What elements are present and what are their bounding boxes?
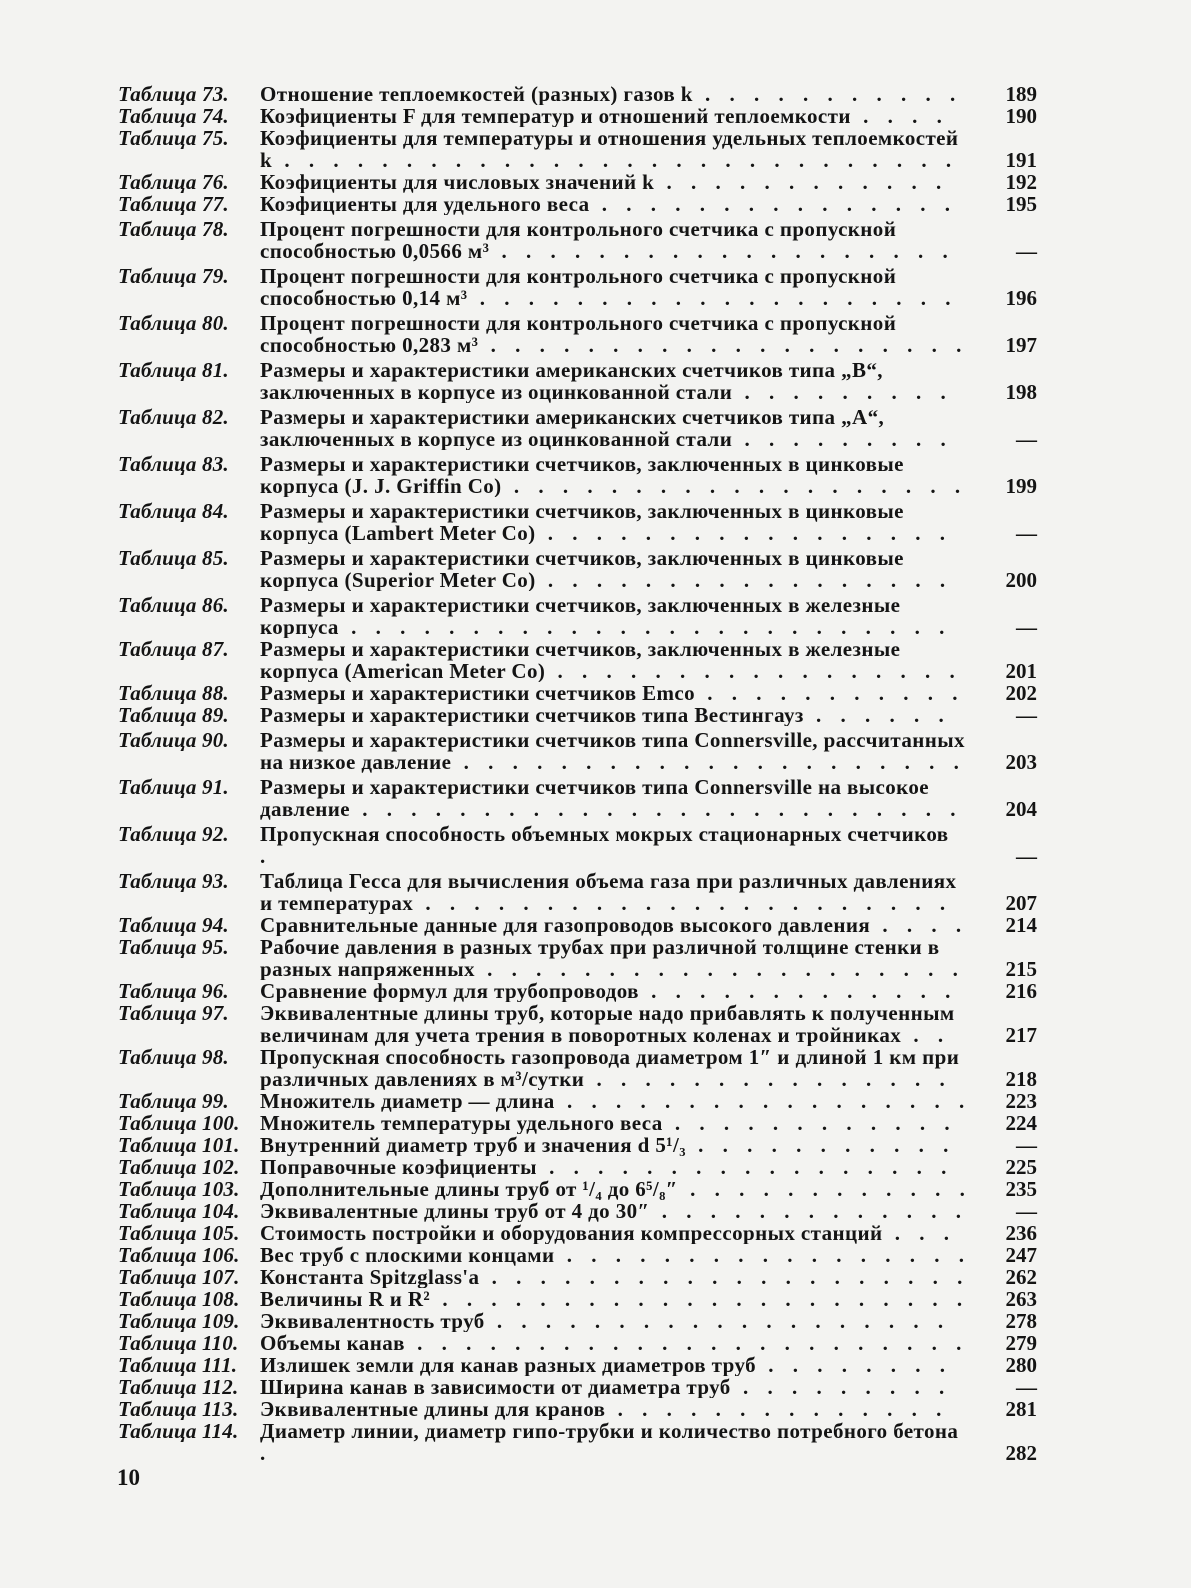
toc-entry-label: Таблица 109. <box>118 1309 240 1333</box>
toc-entry-title: Величины R и R² <box>260 1288 431 1310</box>
dot-leader: . . . . . . . . . . . . . . . . . . . . . <box>451 750 966 773</box>
toc-entry-page: 214 <box>1005 913 1037 937</box>
toc-entry-label: Таблица 88. <box>118 681 229 705</box>
toc-entry-title: Множитель температуры удельного веса <box>260 1112 663 1134</box>
toc-entry-page: 281 <box>1005 1397 1037 1421</box>
toc-entry-label: Таблица 111. <box>118 1353 238 1377</box>
toc-entry-page: 235 <box>1005 1177 1037 1201</box>
toc-entry-title: Процент погрешности для контрольного счетчика с пропускной способностью 0,0566 м³ <box>260 218 897 262</box>
toc-entry-label: Таблица 85. <box>118 546 229 570</box>
toc-entry-title-wrap <box>260 1200 972 1222</box>
toc-entry-page: 223 <box>1005 1089 1037 1113</box>
toc-entry <box>118 547 1043 591</box>
toc-entry-label: Таблица 92. <box>118 822 229 846</box>
toc-entry <box>118 127 1043 171</box>
toc-entry-title-wrap <box>260 193 972 215</box>
toc-entry-label: Таблица 76. <box>118 170 229 194</box>
toc-entry-page: 191 <box>1005 148 1037 172</box>
toc-entry-page: 195 <box>1005 192 1037 216</box>
toc-entry <box>118 729 1043 773</box>
toc-entry-label: Таблица 89. <box>118 703 229 727</box>
dot-leader: . . . . . . . . . . . . . . . . . . . <box>484 1310 951 1332</box>
toc-entry-title: Эквивалентные длины труб от 4 до 30″ <box>260 1200 650 1222</box>
toc-entry-title-wrap <box>260 914 972 936</box>
toc-entry-title: Пропускная способность газопровода диаметром 1″ и длиной 1 км при различных давлениях в м³/сутки <box>260 1046 960 1090</box>
toc-entry-page: 216 <box>1005 979 1037 1003</box>
toc-entry-page: 280 <box>1005 1353 1037 1377</box>
toc-entry-title: Эквивалентные длины для кранов <box>260 1398 606 1420</box>
toc-entry-title-wrap <box>260 1156 972 1178</box>
dot-leader: . . . . . . . . . . . . . . . <box>584 1067 952 1090</box>
toc-entry-label: Таблица 101. <box>118 1133 240 1157</box>
toc-entry-title-wrap <box>260 936 972 980</box>
toc-entry-label: Таблица 96. <box>118 979 229 1003</box>
toc-entry-label: Таблица 112. <box>118 1375 239 1399</box>
toc-entry <box>118 1046 1043 1090</box>
toc-entry-title-wrap <box>260 1398 972 1420</box>
toc-entry-title-wrap <box>260 127 972 171</box>
toc-entry-page: 198 <box>1005 380 1037 404</box>
toc-entry-title-wrap <box>260 870 972 914</box>
toc-entry-title: Диаметр линии, диаметр гипо-трубки и количество потребного бетона <box>260 1420 959 1443</box>
toc-entry-page: 278 <box>1005 1309 1037 1333</box>
toc-entry-title: Эквивалентные длины труб, которые надо прибавлять к полученным величинам для учета трения в поворотных коленах и тройниках <box>260 1002 955 1046</box>
toc-entry-label: Таблица 108. <box>118 1287 240 1311</box>
toc-entry <box>118 936 1043 980</box>
dot-leader: . <box>260 1441 273 1464</box>
toc-entry <box>118 500 1043 544</box>
toc-entry <box>118 453 1043 497</box>
toc-entry-title-wrap <box>260 406 972 450</box>
dot-leader: . . . . . . . . . . . . . <box>638 980 958 1002</box>
toc-entry-title: Рабочие давления в разных трубах при различной толщине стенки в разных напряженных <box>260 936 940 980</box>
toc-entry <box>118 980 1043 1002</box>
dot-leader: . . . . . . . . . . . . . . . . . . . . . . <box>413 891 953 914</box>
toc-entry-title-wrap <box>260 359 972 403</box>
toc-entry-title: Коэфициенты для числовых значений k <box>260 171 655 193</box>
toc-entry-page: — <box>1016 239 1037 263</box>
toc-entry-title: Размеры и характеристики счетчиков, заключенных в железные корпуса (American Meter Co) <box>260 638 901 682</box>
toc-entry <box>118 1178 1043 1200</box>
dot-leader: . . . . . . . . . . . . <box>662 1112 957 1134</box>
dot-leader: . . . . . . . . . . . . . . . . . . . . . . <box>430 1288 970 1310</box>
toc-entry-page: 236 <box>1005 1221 1037 1245</box>
toc-entry-title: Ширина канав в зависимости от диаметра труб <box>260 1376 731 1398</box>
toc-entry <box>118 1112 1043 1134</box>
toc-entry-label: Таблица 74. <box>118 104 229 128</box>
dot-leader: . . . . . . . . . . . . . . . . . <box>545 659 962 682</box>
toc-entry-page: 196 <box>1005 286 1037 310</box>
toc-entry-label: Таблица 102. <box>118 1155 240 1179</box>
toc-entry-label: Таблица 81. <box>118 358 229 382</box>
toc-entry-label: Таблица 103. <box>118 1177 240 1201</box>
toc-entry-title-wrap <box>260 1112 972 1134</box>
dot-leader: . . . . . . . . . . . . . . . . . <box>535 521 953 544</box>
toc-entry-label: Таблица 87. <box>118 637 229 661</box>
toc-entry-title-wrap <box>260 1090 972 1112</box>
toc-entry-title: Коэфициенты для температуры и отношения удельных теплоемкостей k <box>260 127 959 171</box>
toc-entry-title-wrap <box>260 980 972 1002</box>
toc-entry <box>118 1332 1043 1354</box>
dot-leader: . . . . . . . . . . . . . . . . . . . . <box>467 286 958 309</box>
toc-entry-title: Сравнение формул для трубопроводов <box>260 980 639 1002</box>
dot-leader: . . . . . . . . . . . . . . . . . . . . <box>474 957 965 980</box>
toc-entry <box>118 218 1043 262</box>
toc-entry-title: Размеры и характеристики счетчиков типа Connersville, рассчитанных на низкое давление <box>260 729 965 773</box>
dot-leader: . . . . . . . . . . . . <box>677 1178 972 1200</box>
toc-entry <box>118 1244 1043 1266</box>
toc-entry-label: Таблица 110. <box>118 1331 239 1355</box>
toc-entry <box>118 105 1043 127</box>
dot-leader: . . . . . . . . . . . . . . . . . . . . <box>478 333 969 356</box>
toc-entry-title-wrap <box>260 265 972 309</box>
dot-leader: . . . . . . . . . . . . . . . . . . . . . . . . . <box>338 615 952 638</box>
toc-entry-page: 204 <box>1005 797 1037 821</box>
toc-entry-title: Дополнительные длины труб от ¹/₄ до 6⁵/₈″ <box>260 1178 678 1200</box>
toc-entry <box>118 1200 1043 1222</box>
toc-entry-label: Таблица 79. <box>118 264 229 288</box>
toc-entry-label: Таблица 100. <box>118 1111 240 1135</box>
toc-entry-page: 225 <box>1005 1155 1037 1179</box>
dot-leader: . . . . . . . . . <box>730 1376 952 1398</box>
toc-entry-title-wrap <box>260 823 972 867</box>
dot-leader: . . . . . . . . . . . . . . . . . . . . . . . . . <box>350 797 963 820</box>
toc-entry <box>118 83 1043 105</box>
toc-entry-title: Размеры и характеристики счетчиков типа Connersville на высокое давление <box>260 776 930 820</box>
toc-entry-page: 247 <box>1005 1243 1037 1267</box>
toc-entry-page: — <box>1016 844 1037 868</box>
toc-entry-title: Процент погрешности для контрольного счетчика с пропускной способностью 0,283 м³ <box>260 312 897 356</box>
toc-entry <box>118 704 1043 726</box>
toc-entry-page: 224 <box>1005 1111 1037 1135</box>
toc-entry <box>118 1134 1043 1156</box>
toc-entry-page: 189 <box>1005 82 1037 106</box>
toc-entry <box>118 1398 1043 1420</box>
dot-leader: . . . . . . . . . . . . . . . . . . . <box>501 474 968 497</box>
dot-leader: . . . . . . . . . . . . . . . . . . . <box>489 239 955 262</box>
toc-entry-title-wrap <box>260 704 972 726</box>
toc-entry-title: Размеры и характеристики счетчиков типа Вестингауз <box>260 704 804 726</box>
toc-entry-label: Таблица 93. <box>118 869 229 893</box>
dot-leader: . . . . . . . . . . . . . . . . . <box>554 1090 972 1112</box>
toc-entry-label: Таблица 86. <box>118 593 229 617</box>
toc-entry-title: Коэфициенты для удельного веса <box>260 193 590 215</box>
toc-entry-label: Таблица 91. <box>118 775 229 799</box>
toc-entry-title-wrap <box>260 500 972 544</box>
toc-entry-label: Таблица 104. <box>118 1199 240 1223</box>
dot-leader: . . . . <box>850 105 949 127</box>
dot-leader: . . . . . . . . . . . . <box>654 171 949 193</box>
toc-entry-label: Таблица 77. <box>118 192 229 216</box>
toc-entry <box>118 1090 1043 1112</box>
toc-entry-label: Таблица 94. <box>118 913 229 937</box>
toc-entry-page: 207 <box>1005 891 1037 915</box>
toc-entry <box>118 1222 1043 1244</box>
toc-entry-title: Таблица Гесса для вычисления объема газа при различных давлениях и температурах <box>260 870 957 914</box>
dot-leader: . . . . . . . . . . . . . . . . . <box>535 568 953 591</box>
toc-entry-title: Размеры и характеристики счетчиков, заключенных в цинковые корпуса (Lambert Meter Co) <box>260 500 904 544</box>
toc-entry <box>118 1420 1043 1464</box>
toc-entry-label: Таблица 114. <box>118 1419 239 1443</box>
toc-entry-label: Таблица 90. <box>118 728 229 752</box>
toc-entry-label: Таблица 95. <box>118 935 229 959</box>
dot-leader: . . . . . . . . . . . . . . . . . <box>554 1244 971 1266</box>
toc-entry-label: Таблица 97. <box>118 1001 229 1025</box>
toc-entry-page: 192 <box>1005 170 1037 194</box>
toc-entry-title-wrap <box>260 638 972 682</box>
toc-entry-title-wrap <box>260 547 972 591</box>
toc-entry <box>118 638 1043 682</box>
toc-entry-title: Коэфициенты F для температур и отношений теплоемкости <box>260 105 851 127</box>
toc-entry-label: Таблица 84. <box>118 499 229 523</box>
toc-entry-title-wrap <box>260 682 972 704</box>
toc-entry-page: 218 <box>1005 1067 1037 1091</box>
toc-entry <box>118 823 1043 867</box>
toc-entry <box>118 776 1043 820</box>
toc-entry-page: — <box>1016 1375 1037 1399</box>
toc-entry-label: Таблица 113. <box>118 1397 239 1421</box>
toc-entry-page: 200 <box>1005 568 1037 592</box>
table-of-contents <box>118 83 1043 1464</box>
toc-entry-title: Стоимость постройки и оборудования компрессорных станций <box>260 1222 883 1244</box>
toc-entry-label: Таблица 83. <box>118 452 229 476</box>
toc-entry-title: Размеры и характеристики счетчиков, заключенных в цинковые корпуса (J. J. Griffin Co) <box>260 453 904 497</box>
toc-entry-page: 262 <box>1005 1265 1037 1289</box>
toc-entry-title-wrap <box>260 218 972 262</box>
dot-leader: . . . . . . . . . <box>732 380 953 403</box>
toc-entry-title: Размеры и характеристики американских счетчиков типа „B“, заключенных в корпусе из оцинкованной стали <box>260 359 883 403</box>
dot-leader: . . . . . . . . . . . . . . . . . <box>536 1156 954 1178</box>
dot-leader: . . . . . . . . . . . <box>692 83 963 105</box>
toc-entry-label: Таблица 98. <box>118 1045 229 1069</box>
toc-entry-label: Таблица 80. <box>118 311 229 335</box>
toc-entry-title-wrap <box>260 171 972 193</box>
toc-entry-title: Внутренний диаметр труб и значения d 5¹/₃ <box>260 1134 686 1156</box>
toc-entry-title-wrap <box>260 729 972 773</box>
toc-entry-page: — <box>1016 703 1037 727</box>
toc-entry <box>118 1376 1043 1398</box>
toc-entry-title-wrap <box>260 1288 972 1310</box>
toc-entry-title: Объемы канав <box>260 1332 405 1354</box>
toc-entry-page: 282 <box>1005 1441 1037 1465</box>
toc-entry-label: Таблица 105. <box>118 1221 240 1245</box>
toc-entry-title: Пропускная способность объемных мокрых стационарных счетчиков <box>260 823 949 846</box>
toc-entry-title: Излишек земли для канав разных диаметров труб <box>260 1354 756 1376</box>
toc-entry-title-wrap <box>260 594 972 638</box>
toc-entry-title: Размеры и характеристики счетчиков, заключенных в цинковые корпуса (Superior Meter Co) <box>260 547 904 591</box>
dot-leader: . . . . . . . . . . . <box>695 682 965 704</box>
toc-entry-label: Таблица 78. <box>118 217 229 241</box>
toc-entry-title-wrap <box>260 1002 972 1046</box>
toc-entry-title-wrap <box>260 1310 972 1332</box>
toc-entry-title: Эквивалентность труб <box>260 1310 485 1332</box>
toc-entry-title: Константа Spitzglass'a <box>260 1266 480 1288</box>
toc-entry <box>118 359 1043 403</box>
toc-entry-title-wrap <box>260 776 972 820</box>
dot-leader: . . . . . . . . . . . . . . <box>605 1398 949 1420</box>
dot-leader: . . . . . . . . . . . . . . . <box>589 193 957 215</box>
dot-leader: . . . . . . <box>803 704 951 726</box>
toc-entry <box>118 171 1043 193</box>
toc-entry-page: 217 <box>1005 1023 1037 1047</box>
toc-entry-title-wrap <box>260 312 972 356</box>
toc-entry <box>118 1156 1043 1178</box>
toc-entry-title-wrap <box>260 1134 972 1156</box>
toc-entry <box>118 682 1043 704</box>
toc-entry-title-wrap <box>260 1046 972 1090</box>
toc-entry-title-wrap <box>260 1244 972 1266</box>
toc-entry-title-wrap <box>260 1222 972 1244</box>
toc-entry-page: 202 <box>1005 681 1037 705</box>
toc-entry-page: 203 <box>1005 750 1037 774</box>
toc-entry-title: Размеры и характеристики американских счетчиков типа „A“, заключенных в корпусе из оцинкованной стали <box>260 406 885 450</box>
toc-entry-title: Отношение теплоемкостей (разных) газов k <box>260 83 693 105</box>
dot-leader: . . . . . . . . . . . . . . . . . . . . . . . <box>404 1332 969 1354</box>
toc-entry-title: Вес труб с плоскими концами <box>260 1244 555 1266</box>
dot-leader: . . . . . . . . . . . . . . . . . . . . . . . . . . . . <box>272 148 959 171</box>
dot-leader: . . . . . . . . <box>755 1354 952 1376</box>
toc-entry <box>118 1266 1043 1288</box>
toc-entry-title-wrap <box>260 1332 972 1354</box>
toc-entry-label: Таблица 99. <box>118 1089 229 1113</box>
toc-entry-page: 263 <box>1005 1287 1037 1311</box>
toc-entry <box>118 914 1043 936</box>
toc-entry-title-wrap <box>260 83 972 105</box>
dot-leader: . . . . . . . . . . . . . <box>649 1200 968 1222</box>
toc-entry-title-wrap <box>260 1376 972 1398</box>
toc-entry-label: Таблица 106. <box>118 1243 240 1267</box>
dot-leader: . . . . . . . . . <box>732 427 953 450</box>
toc-entry-page: — <box>1016 1199 1037 1223</box>
toc-entry-title: Размеры и характеристики счетчиков, заключенных в железные корпуса <box>260 594 901 638</box>
toc-entry <box>118 406 1043 450</box>
toc-entry-title-wrap <box>260 1178 972 1200</box>
toc-entry <box>118 1002 1043 1046</box>
toc-entry-title-wrap <box>260 1354 972 1376</box>
dot-leader: . . . . <box>870 914 969 936</box>
toc-entry-page: 215 <box>1005 957 1037 981</box>
toc-entry-label: Таблица 107. <box>118 1265 240 1289</box>
page-number: 10 <box>117 1465 140 1490</box>
dot-leader: . . . . . . . . . . . . . . . . . . . . <box>479 1266 970 1288</box>
toc-entry <box>118 594 1043 638</box>
toc-entry-title-wrap <box>260 1266 972 1288</box>
toc-entry <box>118 312 1043 356</box>
toc-entry-page: — <box>1016 1133 1037 1157</box>
dot-leader: . <box>260 844 273 867</box>
dot-leader: . . . <box>882 1222 957 1244</box>
toc-entry-title-wrap <box>260 1420 972 1464</box>
dot-leader: . . . . . . . . . . . <box>685 1134 956 1156</box>
toc-entry-label: Таблица 75. <box>118 126 229 150</box>
toc-entry-label: Таблица 82. <box>118 405 229 429</box>
toc-entry-title-wrap <box>260 105 972 127</box>
toc-entry-page: — <box>1016 615 1037 639</box>
toc-entry-title: Множитель диаметр — длина <box>260 1090 555 1112</box>
dot-leader: . . <box>901 1023 951 1046</box>
toc-entry <box>118 1288 1043 1310</box>
toc-entry-page: 199 <box>1005 474 1037 498</box>
toc-entry <box>118 1310 1043 1332</box>
toc-entry-page: 190 <box>1005 104 1037 128</box>
toc-entry <box>118 193 1043 215</box>
toc-entry-page: 197 <box>1005 333 1037 357</box>
toc-entry <box>118 870 1043 914</box>
toc-entry-page: — <box>1016 521 1037 545</box>
toc-entry-page: 279 <box>1005 1331 1037 1355</box>
toc-entry-title: Размеры и характеристики счетчиков Emco <box>260 682 696 704</box>
toc-entry-page: 201 <box>1005 659 1037 683</box>
toc-entry-label: Таблица 73. <box>118 82 229 106</box>
toc-entry-title: Процент погрешности для контрольного счетчика с пропускной способностью 0,14 м³ <box>260 265 897 309</box>
toc-entry-title: Поправочные коэфициенты <box>260 1156 537 1178</box>
toc-entry <box>118 1354 1043 1376</box>
toc-entry-title: Сравнительные данные для газопроводов высокого давления <box>260 914 871 936</box>
toc-entry <box>118 265 1043 309</box>
toc-entry-page: — <box>1016 427 1037 451</box>
toc-entry-title-wrap <box>260 453 972 497</box>
